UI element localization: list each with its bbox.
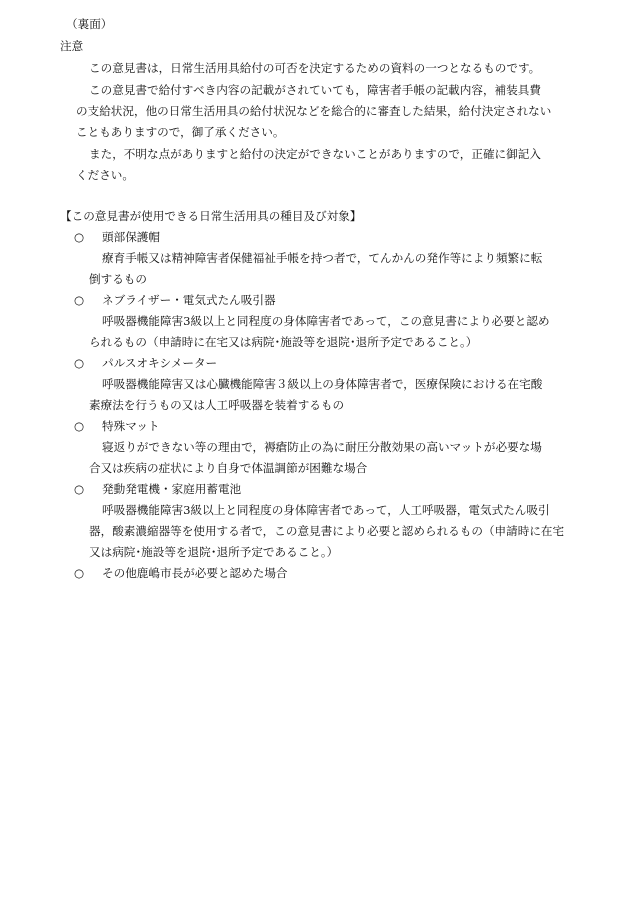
item-desc-line: 呼吸器機能障害3級以上と同程度の身体障害者であって，この意見書により必要と認め [102, 314, 550, 328]
circle-bullet: ○ [74, 230, 85, 244]
note-label: 注意 [60, 39, 84, 53]
paragraph-line: この意見書は，日常生活用具給付の可否を決定するための資料の一つとなるものです。 [89, 61, 541, 75]
item-label: 頭部保護帽 [102, 230, 160, 244]
paragraph-line: この意見書で給付すべき内容の記載がされていても，障害者手帳の記載内容，補装具費 [89, 83, 541, 97]
item-desc-line: 倒するもの [89, 272, 147, 286]
item-label: 発動発電機・家庭用蓄電池 [102, 482, 242, 496]
item-desc-line: 器，酸素濃縮器等を使用する者で，この意見書により必要と認められるもの（申請時に在宅 [89, 524, 565, 538]
paragraph-line: ください。 [76, 168, 134, 182]
item-label: その他鹿嶋市長が必要と認めた場合 [102, 566, 288, 580]
section-title: 【この意見書が使用できる日常生活用具の種目及び対象】 [60, 209, 362, 223]
paragraph-line: の支給状況，他の日常生活用具の給付状況などを総合的に審査した結果，給付決定されない [76, 104, 552, 118]
circle-bullet: ○ [74, 356, 85, 370]
circle-bullet: ○ [74, 419, 85, 433]
item-label: パルスオキシメーター [102, 356, 218, 370]
circle-bullet: ○ [74, 566, 85, 580]
item-desc-line: 呼吸器機能障害又は心臓機能障害３級以上の身体障害者で，医療保険における在宅酸 [102, 377, 543, 391]
item-desc-line: 呼吸器機能障害3級以上と同程度の身体障害者であって，人工呼吸器，電気式たん吸引 [102, 503, 550, 517]
page-header: （裏面） [66, 17, 113, 31]
item-desc-line: 寝返りができない等の理由で，褥瘡防止の為に耐圧分散効果の高いマットが必要な場 [102, 440, 542, 454]
item-desc-line: 療育手帳又は精神障害者保健福祉手帳を持つ者で，てんかんの発作等により頻繁に転 [102, 251, 543, 265]
item-desc-line: 合又は疾病の症状により自身で体温調節が困難な場合 [89, 461, 368, 475]
item-desc-line: 又は病院･施設等を退院･退所予定であること。） [89, 545, 339, 559]
item-label: 特殊マット [102, 419, 160, 433]
item-label: ネブライザー・電気式たん吸引器 [102, 293, 276, 307]
circle-bullet: ○ [74, 482, 85, 496]
item-desc-line: 素療法を行うもの又は人工呼吸器を装着するもの [89, 398, 345, 412]
paragraph-line: こともありますので，御了承ください。 [76, 125, 285, 139]
paragraph-line: また，不明な点がありますと給付の決定ができないことがありますので，正確に御記入 [89, 147, 541, 161]
item-desc-line: られるもの（申請時に在宅又は病院･施設等を退院･退所予定であること。） [89, 335, 478, 349]
circle-bullet: ○ [74, 293, 85, 307]
